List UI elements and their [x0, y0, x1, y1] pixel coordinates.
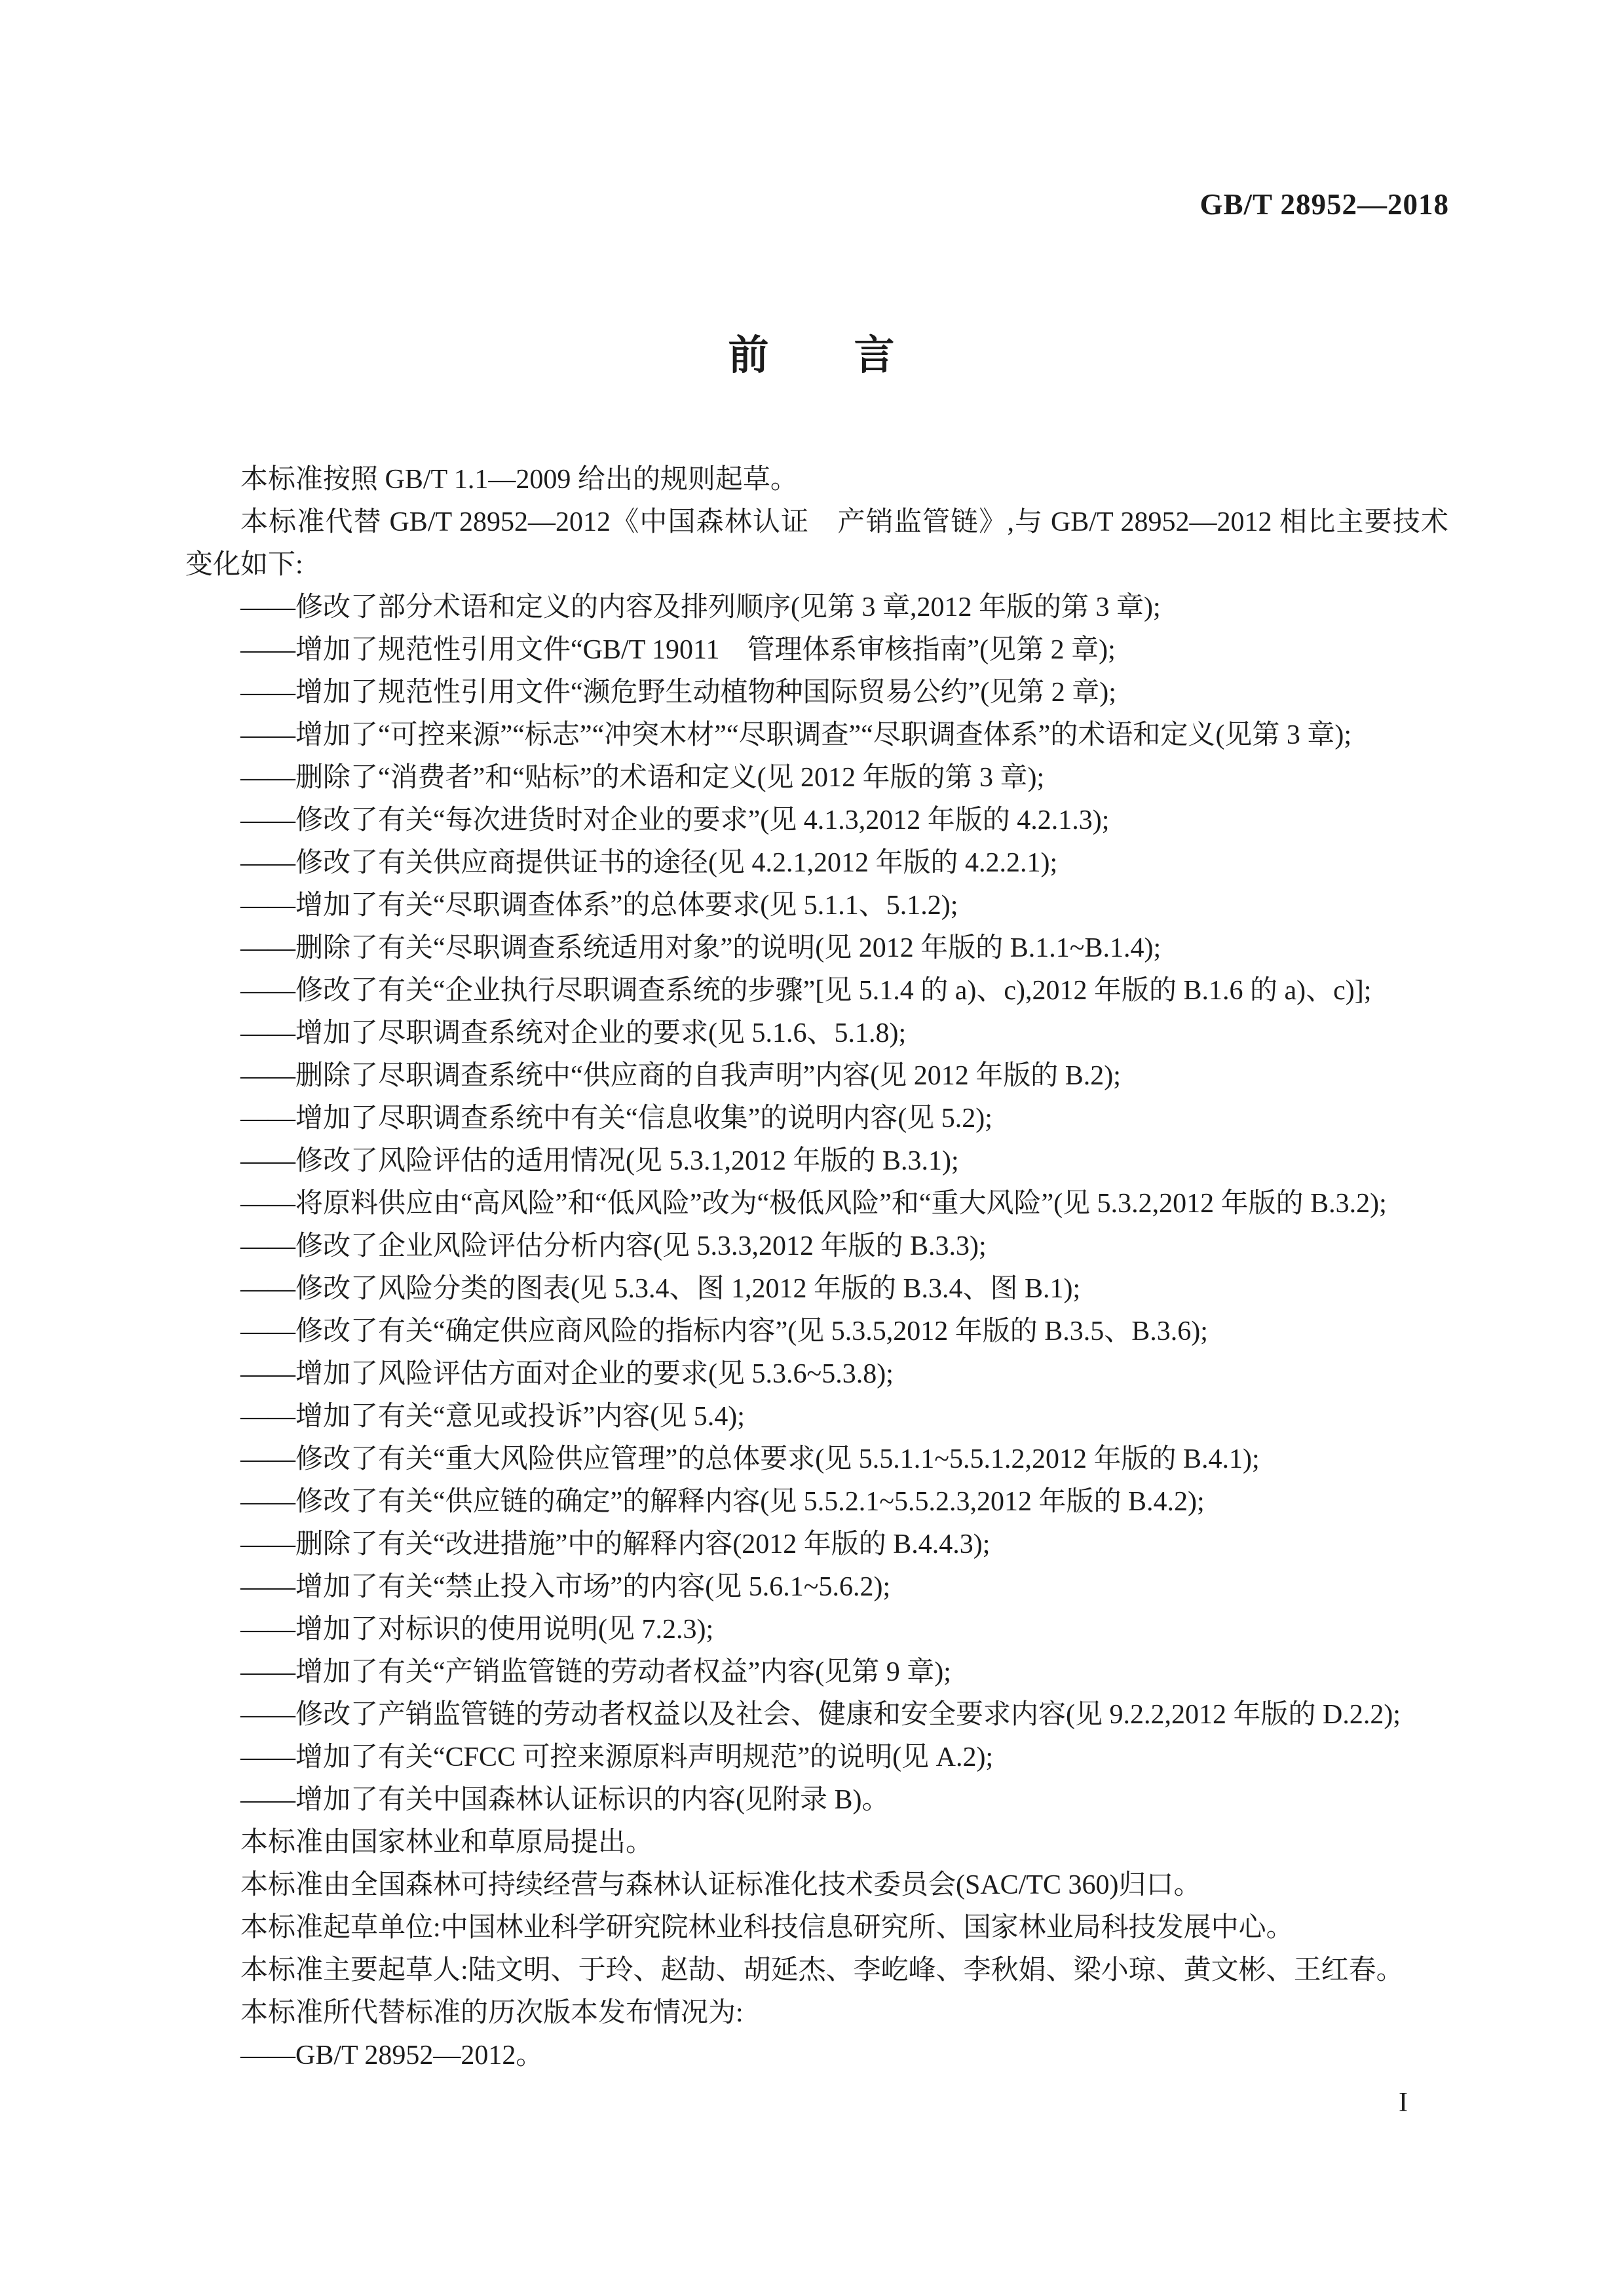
- change-item: ——增加了尽职调查系统对企业的要求(见 5.1.6、5.1.8);: [240, 1018, 907, 1048]
- change-item: ——删除了有关“尽职调查系统适用对象”的说明(见 2012 年版的 B.1.1~B.1.4);: [240, 933, 1161, 963]
- change-item: ——修改了部分术语和定义的内容及排列顺序(见第 3 章,2012 年版的第 3 章);: [240, 592, 1161, 622]
- changes-list: [185, 586, 1448, 1822]
- change-item: ——增加了尽职调查系统中有关“信息收集”的说明内容(见 5.2);: [240, 1103, 992, 1134]
- change-item: ——删除了有关“改进措施”中的解释内容(2012 年版的 B.4.4.3);: [240, 1529, 991, 1559]
- history-item: ——GB/T 28952—2012。: [240, 2040, 544, 2071]
- change-item: ——增加了有关中国森林认证标识的内容(见附录 B)。: [240, 1785, 890, 1815]
- standard-number: GB/T 28952—2018: [1199, 188, 1449, 221]
- page-title: 前 言: [728, 333, 896, 378]
- change-item: ——删除了尽职调查系统中“供应商的自我声明”内容(见 2012 年版的 B.2);: [240, 1061, 1121, 1091]
- change-item: ——将原料供应由“高风险”和“低风险”改为“极低风险”和“重大风险”(见 5.3.2,2012 年版的 B.3.2);: [240, 1189, 1387, 1219]
- change-item: ——增加了有关“禁止投入市场”的内容(见 5.6.1~5.6.2);: [240, 1572, 891, 1602]
- closing-paragraph: 本标准所代替标准的历次版本发布情况为:: [240, 1998, 744, 2028]
- change-item: ——增加了规范性引用文件“濒危野生动植物种国际贸易公约”(见第 2 章);: [240, 678, 1116, 708]
- closing-paragraph: 本标准由国家林业和草原局提出。: [240, 1827, 654, 1858]
- change-item: ——增加了有关“意见或投诉”内容(见 5.4);: [240, 1402, 745, 1432]
- history-list: [185, 2035, 1448, 2077]
- change-item: ——增加了规范性引用文件“GB/T 19011 管理体系审核指南”(见第 2 章);: [240, 635, 1116, 665]
- closing-paragraph: 本标准起草单位:中国林业科学研究院林业科技信息研究所、国家林业局科技发展中心。: [240, 1913, 1294, 1943]
- change-item: ——修改了风险分类的图表(见 5.3.4、图 1,2012 年版的 B.3.4、图 B.1);: [240, 1274, 1081, 1304]
- change-item: ——修改了产销监管链的劳动者权益以及社会、健康和安全要求内容(见 9.2.2,2012 年版的 D.2.2);: [240, 1700, 1401, 1730]
- change-item: ——增加了有关“产销监管链的劳动者权益”内容(见第 9 章);: [240, 1657, 951, 1687]
- closing-paragraph: 本标准由全国森林可持续经营与森林认证标准化技术委员会(SAC/TC 360)归口。: [240, 1870, 1201, 1900]
- change-item: ——修改了有关供应商提供证书的途径(见 4.2.1,2012 年版的 4.2.2.1);: [240, 848, 1058, 878]
- change-item: ——增加了对标识的使用说明(见 7.2.3);: [240, 1615, 714, 1645]
- change-item: ——修改了有关“确定供应商风险的指标内容”(见 5.3.5,2012 年版的 B.3.5、B.3.6);: [240, 1316, 1208, 1347]
- change-item: ——修改了风险评估的适用情况(见 5.3.1,2012 年版的 B.3.1);: [240, 1146, 959, 1176]
- change-item: ——增加了“可控来源”“标志”“冲突木材”“尽职调查”“尽职调查体系”的术语和定义(见第 3 章);: [240, 720, 1352, 750]
- change-item: ——修改了有关“每次进货时对企业的要求”(见 4.1.3,2012 年版的 4.2.1.3);: [240, 805, 1110, 835]
- change-item: ——增加了风险评估方面对企业的要求(见 5.3.6~5.3.8);: [240, 1359, 894, 1389]
- change-item: ——增加了有关“尽职调查体系”的总体要求(见 5.1.1、5.1.2);: [240, 890, 958, 921]
- change-item: ——删除了“消费者”和“贴标”的术语和定义(见 2012 年版的第 3 章);: [240, 763, 1045, 793]
- intro-paragraph-2: 本标准代替 GB/T 28952—2012《中国森林认证 产销监管链》,与 GB/T 28952—2012 相比主要技术变化如下:: [185, 507, 1448, 580]
- change-item: ——修改了有关“重大风险供应管理”的总体要求(见 5.5.1.1~5.5.1.2,2012 年版的 B.4.1);: [240, 1444, 1260, 1474]
- intro-paragraph-1: 本标准按照 GB/T 1.1—2009 给出的规则起草。: [240, 465, 798, 495]
- change-item: ——修改了有关“供应链的确定”的解释内容(见 5.5.2.1~5.5.2.3,2012 年版的 B.4.2);: [240, 1487, 1205, 1517]
- change-item: ——修改了企业风险评估分析内容(见 5.3.3,2012 年版的 B.3.3);: [240, 1231, 987, 1261]
- page-number: I: [1399, 2088, 1408, 2118]
- change-item: ——增加了有关“CFCC 可控来源原料声明规范”的说明(见 A.2);: [240, 1742, 994, 1772]
- change-item: ——修改了有关“企业执行尽职调查系统的步骤”[见 5.1.4 的 a)、c),2012 年版的 B.1.6 的 a)、c)];: [240, 976, 1372, 1006]
- foreword-body: [185, 459, 1448, 2077]
- closing-paragraph: 本标准主要起草人:陆文明、于玲、赵劼、胡延杰、李屹峰、李秋娟、梁小琼、黄文彬、王红春。: [240, 1955, 1404, 1985]
- closing-paragraphs: [185, 1822, 1448, 2035]
